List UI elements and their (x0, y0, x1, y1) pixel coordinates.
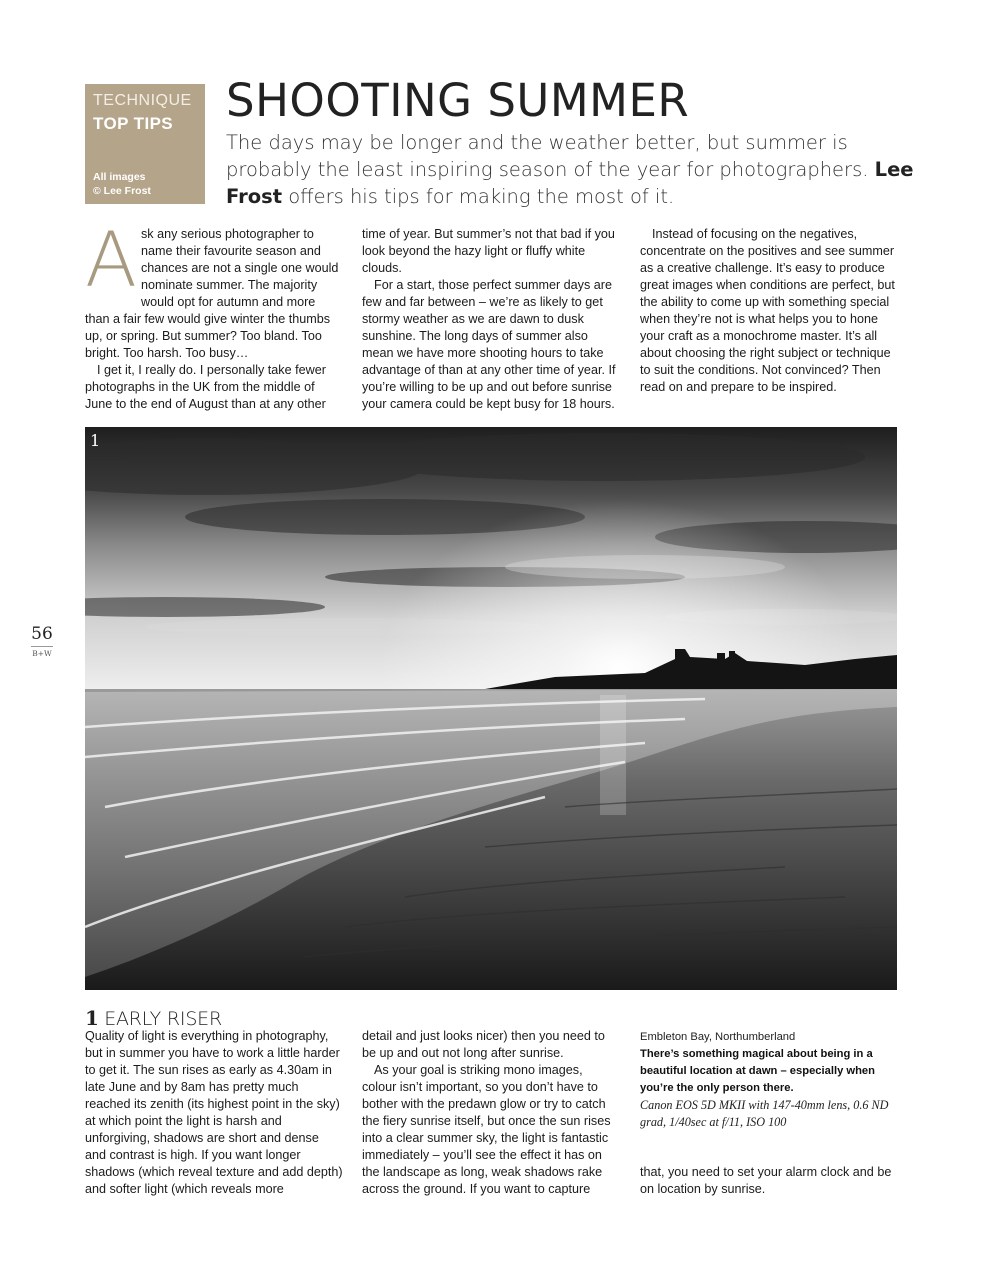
beach-sunrise-illustration (85, 427, 897, 990)
intro-paragraph-5: Instead of focusing on the negatives, concentrate on the positives and see summer as a creative challenge. It’s easy to produce great images when conditions are perfect, but the ability to come up with something special when they’re not is what helps you to hone your craft as a monochrome master. It’s all about choosing the right subject or technique to suit the conditions. Not convinced? Then read on and prepare to be inspired. (640, 227, 895, 394)
tip-column-2 (362, 1028, 620, 1198)
tip-paragraph-2: detail and just looks nicer) then you need to be up and out not long after sunrise. (362, 1029, 605, 1060)
tip-paragraph-3: As your goal is striking mono images, colour isn’t important, so you don’t have to bother with the predawn glow or try to catch the fiery sunrise itself, but once the sun rises into a clear summer sky, the light is fantastic immediately – you’ll see the effect it has on the landscape as long, weak shadows rake across the ground. If you want to capture (362, 1063, 611, 1196)
standfirst-text-after: offers his tips for making the most of it. (282, 185, 675, 208)
caption-location: Embleton Bay, Northumberland (640, 1031, 796, 1043)
photo-caption (640, 1029, 898, 1131)
standfirst-text-before: The days may be longer and the weather better, but summer is probably the least inspiring season of the year for photographers. (226, 131, 875, 181)
tip-number: 1 (85, 1006, 99, 1030)
magazine-mark: B+W (32, 649, 52, 658)
intro-paragraph-2: I get it, I really do. I personally take fewer photographs in the UK from the middle of June to the end of August than at any other (85, 363, 326, 411)
castle-tower-left (675, 649, 685, 663)
tip-column-1 (85, 1028, 343, 1198)
photo-number: 1 (90, 431, 101, 450)
intro-paragraph-3: time of year. But summer’s not that bad if you look beyond the hazy light or fluffy white clouds. (362, 227, 615, 275)
castle-tower-right (729, 651, 735, 663)
intro-paragraph-4: For a start, those perfect summer days are few and far between – we’re as likely to get stormy weather as we are dawn to dusk sunshine. The long days of summer also mean we have more shooting hours to take advantage of than at any other time of year. If you’re willing to be up and out before sunrise your camera could be kept busy for 18 hours. (362, 278, 616, 411)
page-number: 56 (31, 624, 53, 647)
article-standfirst (226, 129, 916, 210)
intro-column-3 (640, 226, 898, 396)
intro-column-2 (362, 226, 620, 413)
castle-tower-mid (717, 653, 725, 663)
tip-paragraph-4: that, you need to set your alarm clock and be on location by sunrise. (640, 1165, 892, 1196)
section-tag-box (85, 84, 205, 204)
sun-reflection (600, 695, 626, 815)
page-folio (31, 624, 53, 658)
image-credit (93, 170, 151, 198)
intro-paragraph-1: sk any serious photographer to name their favourite season and chances are not a single one would nominate summer. The majority would opt for autumn and more than a fair few would give winter the thumbs up, or spring. But summer? Too bland. Too bright. Too harsh. Too busy… (85, 227, 339, 360)
caption-technical: Canon EOS 5D MKII with 147-40mm lens, 0.6 ND grad, 1/40sec at f/11, ISO 100 (640, 1098, 889, 1129)
author-name: Lee Frost (226, 158, 914, 208)
intro-column-1 (85, 215, 343, 413)
article-headline: SHOOTING SUMMER (226, 74, 690, 127)
drop-cap: A (85, 215, 137, 304)
tip-paragraph-1: Quality of light is everything in photography, but in summer you have to work a little harder to get it. The sun rises as early as 4.30am in late June and by 8am has pretty much reached its zenith (its highest point in the sky) at which point the light is harsh and unforgiving, shadows are short and dense and contrast is high. If you want longer shadows (which reveal texture and add depth) and softer light (which reveals more (85, 1029, 343, 1196)
caption-description: There’s something magical about being in a beautiful location at dawn – especially when you’re the only person there. (640, 1048, 875, 1094)
section-name: TOP TIPS (93, 114, 174, 133)
credit-line-2: © Lee Frost (93, 185, 151, 197)
credit-line-1: All images (93, 171, 146, 183)
tip-column-3 (640, 1164, 898, 1198)
section-kicker: TECHNIQUE (93, 92, 192, 109)
tip-title: EARLY RISER (104, 1008, 222, 1030)
beach-sunrise-photo (85, 427, 897, 990)
